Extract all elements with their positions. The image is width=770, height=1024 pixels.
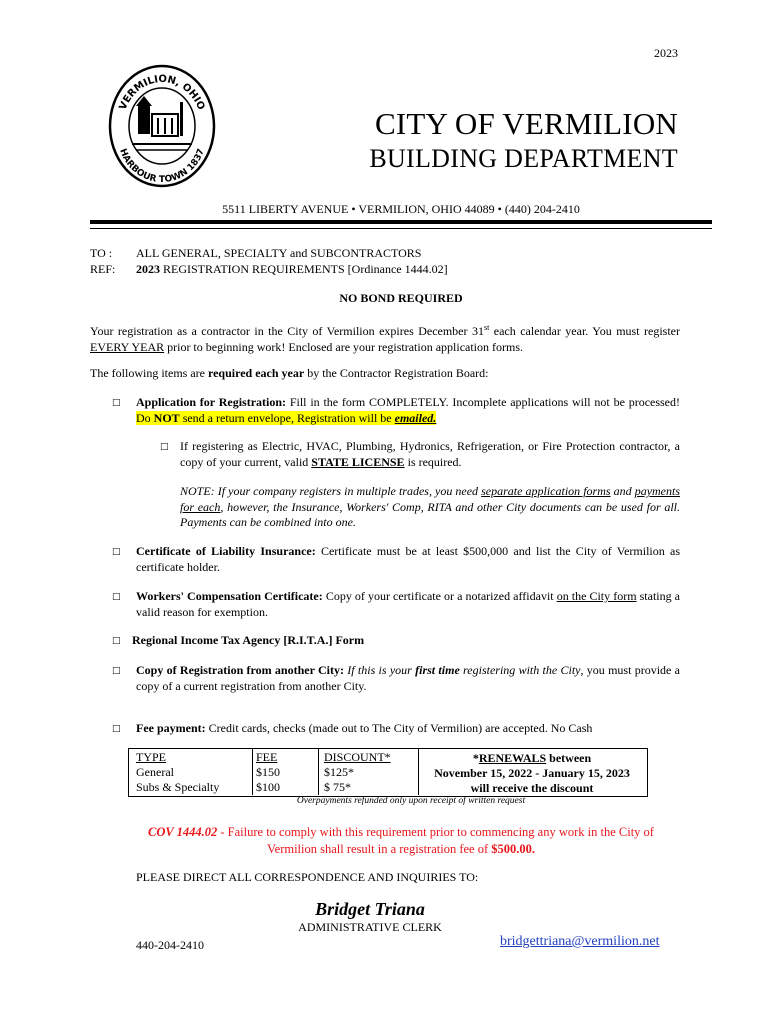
- checkbox-copy-registration[interactable]: □: [112, 666, 121, 676]
- license-state-license: STATE LICENSE: [311, 454, 405, 469]
- table-row: [132, 780, 414, 795]
- following-required: required each year: [207, 366, 305, 380]
- to-value: ALL GENERAL, SPECIALTY and SUBCONTRACTORS: [136, 246, 422, 260]
- following-a: The following items are: [90, 366, 208, 380]
- workers-title: Workers' Compensation Certificate:: [136, 589, 323, 603]
- fee-discount-subs: $ 75*: [324, 780, 351, 794]
- item-workers-comp: [136, 589, 680, 620]
- svg-text:VERMILION, OHIO: VERMILION, OHIO: [117, 73, 207, 112]
- intro-text-2: each calendar year. You must register: [489, 324, 680, 338]
- city-title: CITY OF VERMILION: [374, 106, 678, 141]
- item-state-license: [180, 439, 680, 470]
- application-title: Application for Registration:: [136, 395, 287, 409]
- fee-amount-subs: $100: [256, 780, 280, 794]
- cov-code: COV 1444.02: [148, 825, 218, 839]
- cov-text-1: - Failure to comply with this requirement prior to commencing any work in the City of: [217, 825, 654, 839]
- item-rita: [132, 633, 364, 649]
- header-divider-thick: [90, 220, 712, 224]
- checkbox-workers-comp[interactable]: □: [112, 592, 121, 602]
- note-text-1: NOTE: If your company registers in multiple trades, you need: [180, 484, 482, 498]
- hl-do: Do: [136, 410, 154, 425]
- cov-warning: [90, 824, 712, 858]
- hl-not: NOT: [153, 410, 180, 425]
- checkbox-liability[interactable]: □: [112, 547, 121, 557]
- fee-title: Fee payment:: [136, 721, 206, 735]
- renewal-discount-note: *RENEWALS between November 15, 2022 - January 15, 2023 will receive the discount: [434, 751, 630, 795]
- fee-table-divider-3: [418, 748, 419, 795]
- intro-paragraph: [90, 320, 680, 355]
- item-fee-payment: [136, 721, 592, 737]
- item-copy-registration: [136, 663, 680, 694]
- copy-text-1: If this is your: [344, 663, 416, 677]
- contact-title: ADMINISTRATIVE CLERK: [298, 920, 442, 934]
- fee-header-fee: FEE: [256, 750, 278, 764]
- checkbox-fee-payment[interactable]: □: [112, 724, 121, 734]
- copy-first-time: first time: [415, 663, 460, 677]
- no-bond-heading: NO BOND REQUIRED: [339, 291, 463, 305]
- workers-text-1: Copy of your certificate or a notarized affidavit: [322, 589, 557, 603]
- intro-sup: st: [483, 323, 490, 332]
- copy-text-3: registering with the City: [459, 663, 581, 677]
- document-year: 2023: [654, 46, 678, 60]
- to-label: TO :: [90, 246, 113, 260]
- note-separate-forms: separate application forms: [481, 484, 611, 498]
- liability-text: Certificate must be at least $500,000 and list the City of Vermilion as certificate holder.: [136, 544, 680, 574]
- following-items-text: [90, 366, 488, 382]
- intro-text-3: prior to beginning work! Enclosed are your registration application forms.: [164, 339, 524, 354]
- contact-phone: 440-204-2410: [136, 938, 204, 952]
- license-text-1: If registering as Electric, HVAC, Plumbing, Hydronics, Refrigeration, or Fire Protection contractor, a copy of your current, valid: [180, 439, 680, 469]
- city-seal-logo: [108, 62, 216, 188]
- following-c: by the Contractor Registration Board:: [304, 366, 489, 380]
- checkbox-rita[interactable]: □: [112, 636, 121, 646]
- intro-every-year: EVERY YEAR: [90, 339, 165, 354]
- application-highlight: [136, 411, 436, 425]
- fee-discount-general: $125*: [324, 765, 354, 779]
- fee-table: [132, 750, 414, 795]
- workers-city-form: on the City form: [556, 589, 637, 603]
- department-address: 5511 LIBERTY AVENUE • VERMILION, OHIO 44089 • (440) 204-2410: [222, 202, 580, 216]
- correspondence-instruction: PLEASE DIRECT ALL CORRESPONDENCE AND INQUIRIES TO:: [136, 870, 479, 884]
- svg-text:HARBOUR TOWN 1837: HARBOUR TOWN 1837: [117, 147, 207, 186]
- ref-text: REGISTRATION REQUIREMENTS [Ordinance 1444.02]: [160, 262, 448, 276]
- copy-title: Copy of Registration from another City:: [136, 663, 344, 677]
- department-title: BUILDING DEPARTMENT: [369, 144, 678, 173]
- fee-header-type: TYPE: [136, 750, 166, 764]
- fee-header-discount: DISCOUNT*: [324, 750, 391, 764]
- contact-email-link[interactable]: bridgettriana@vermilion.net: [500, 934, 660, 949]
- contact-name: Bridget Triana: [315, 899, 425, 919]
- fee-type-general: General: [136, 765, 174, 779]
- header-divider-thin: [90, 228, 712, 229]
- ref-label: REF:: [90, 262, 116, 276]
- ref-year: 2023: [136, 262, 160, 276]
- copy-text-4: , you must provide a copy of a current registration from another City.: [136, 663, 680, 693]
- rita-title: Regional Income Tax Agency [R.I.T.A.] Form: [132, 633, 365, 647]
- cov-text-2: Vermilion shall result in a registration fee of: [267, 842, 492, 856]
- intro-text-1: Your registration as a contractor in the City of Vermilion expires December 31: [90, 324, 484, 338]
- application-text: Fill in the form COMPLETELY. Incomplete applications will not be processed!: [286, 395, 681, 409]
- checkbox-license[interactable]: □: [160, 442, 169, 452]
- fee-table-divider-1: [252, 748, 253, 795]
- note-payments-each: payments for each: [180, 484, 681, 514]
- item-application: [136, 395, 680, 426]
- fee-table-header-row: [132, 750, 414, 765]
- fee-type-subs: Subs & Specialty: [136, 780, 220, 794]
- multiple-trades-note: [180, 484, 680, 531]
- fee-text: Credit cards, checks (made out to The City of Vermilion) are accepted. No Cash: [205, 721, 593, 735]
- liability-title: Certificate of Liability Insurance:: [136, 544, 316, 558]
- cov-amount: $500.00.: [491, 842, 535, 856]
- overpayment-note: Overpayments refunded only upon receipt of written request: [296, 796, 526, 806]
- note-text-5: , however, the Insurance, Workers' Comp, RITA and other City documents can be used for all. Payments can be combined into one.: [180, 499, 680, 529]
- fee-table-divider-2: [318, 748, 319, 795]
- item-liability-insurance: [136, 544, 680, 575]
- hl-emailed: emailed.: [394, 410, 437, 425]
- note-text-3: and: [610, 484, 635, 498]
- ref-value: [136, 262, 448, 277]
- fee-amount-general: $150: [256, 765, 280, 779]
- table-row: [132, 765, 414, 780]
- license-text-3: is required.: [404, 454, 462, 469]
- checkbox-application[interactable]: □: [112, 398, 121, 408]
- workers-text-3: stating a valid reason for exemption.: [136, 589, 680, 619]
- hl-text: send a return envelope, Registration will be: [179, 410, 395, 425]
